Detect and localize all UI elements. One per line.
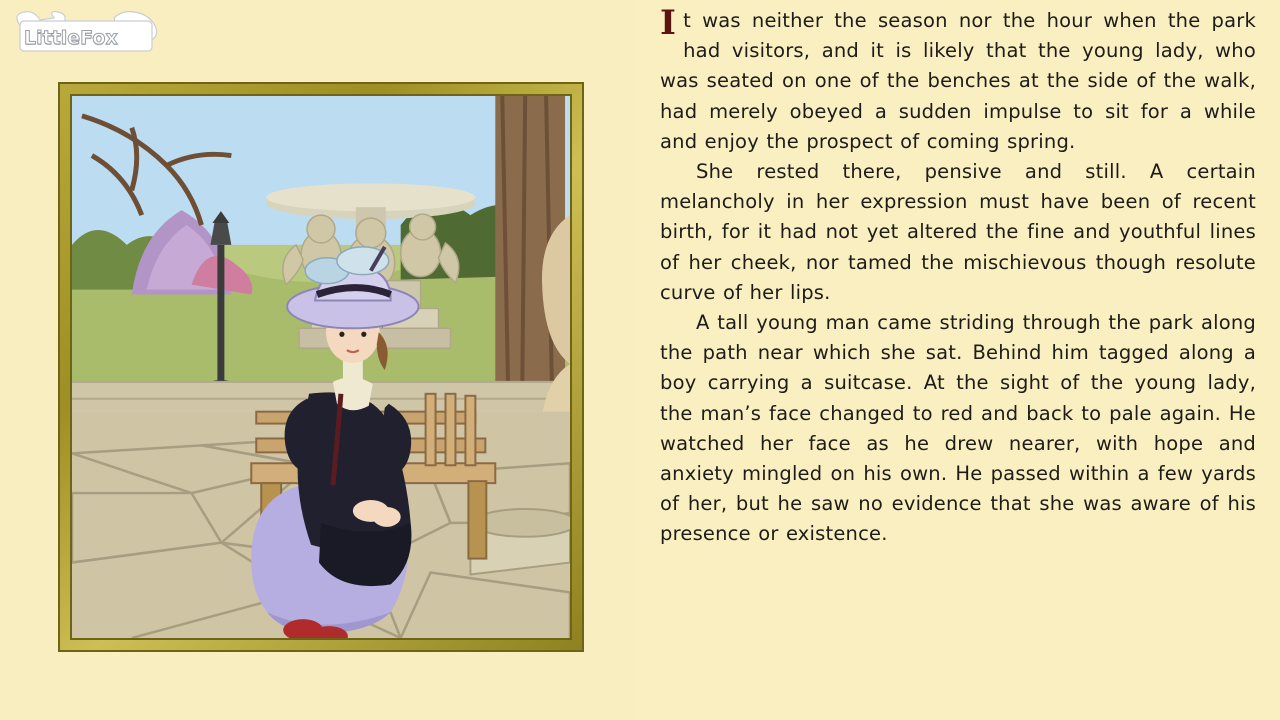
littlefox-logo[interactable] <box>10 8 162 64</box>
story-text <box>660 3 1256 550</box>
illustration-frame <box>58 82 584 652</box>
paragraph-3: A tall young man came striding through the park along the path near which she sat. Behind him tagged along a boy carrying a suitcase. At the sight of the young lady, the man’s face changed to red and back to pale again. He watched her face as he drew nearer, with hope and anxiety mingled on his own. He passed within a few yards of her, but he saw no evidence that she was aware of his presence or existence. <box>660 311 1256 546</box>
paragraph-2: She rested there, pensive and still. A certain melancholy in her expression must have been of recent birth, for it had not yet altered the fine and youthful lines of her cheek, nor tamed the mischievous though resolute curve of her lips. <box>660 160 1256 304</box>
park-scene-illustration <box>72 96 570 638</box>
story-text-panel <box>636 0 1280 720</box>
drop-cap: I <box>660 3 677 43</box>
illustration-image <box>70 94 572 640</box>
paragraph-1-text: t was neither the season nor the hour when the park had visitors, and it is likely that the young lady, who was seated on one of the benches at the side of the walk, had merely obeyed a sudden impulse to sit for a while and enjoy the prospect of coming spring. <box>660 9 1256 153</box>
logo-wordmark: LittleFox <box>24 27 118 49</box>
illustration-panel <box>0 0 636 720</box>
paragraph-1 <box>660 3 1256 157</box>
